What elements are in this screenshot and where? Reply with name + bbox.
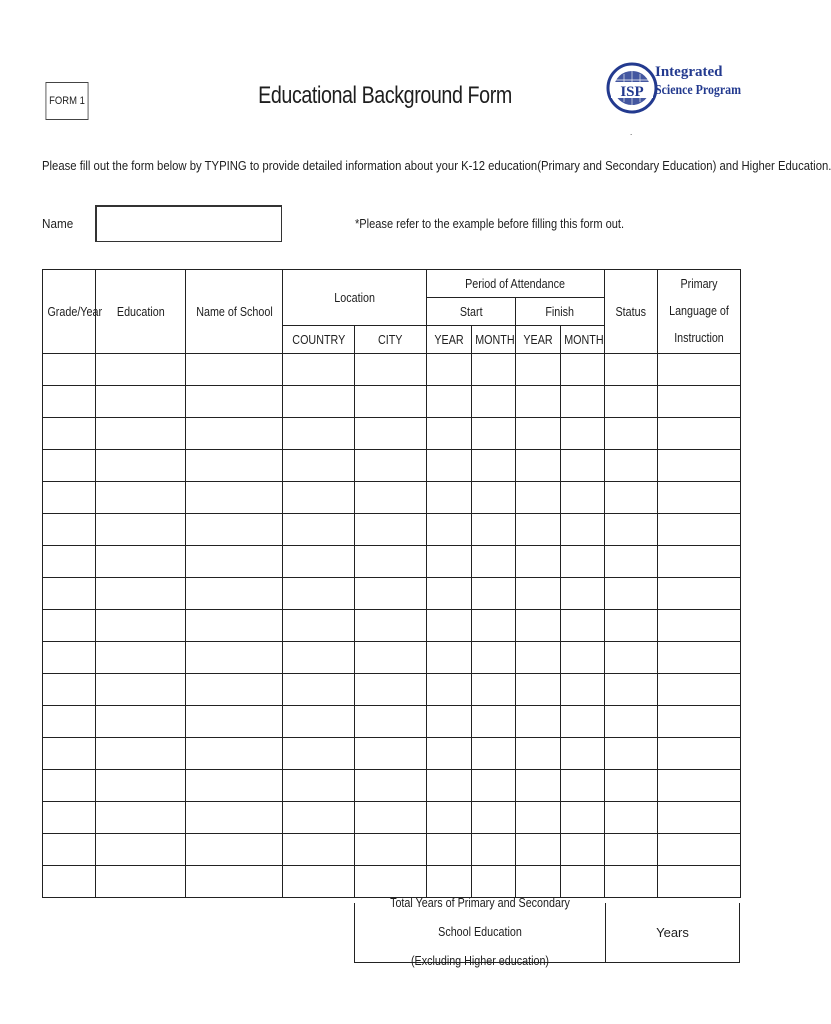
cell-name-of-school[interactable] bbox=[186, 642, 283, 674]
cell-name-of-school[interactable] bbox=[186, 834, 283, 866]
cell-primary-language[interactable] bbox=[658, 386, 741, 418]
cell-start-month[interactable] bbox=[472, 642, 516, 674]
cell-name-of-school[interactable] bbox=[186, 802, 283, 834]
cell-education[interactable] bbox=[96, 386, 186, 418]
cell-start-year[interactable] bbox=[427, 802, 472, 834]
cell-grade-year[interactable] bbox=[43, 610, 96, 642]
total-years-box bbox=[354, 896, 740, 968]
cell-finish-month[interactable] bbox=[561, 706, 605, 738]
cell-finish-year[interactable] bbox=[516, 674, 561, 706]
cell-name-of-school[interactable] bbox=[186, 450, 283, 482]
col-start: Start bbox=[427, 298, 516, 326]
cell-finish-year[interactable] bbox=[516, 738, 561, 770]
cell-primary-language[interactable] bbox=[658, 610, 741, 642]
cell-finish-year[interactable] bbox=[516, 354, 561, 386]
cell-finish-year[interactable] bbox=[516, 546, 561, 578]
cell-finish-year[interactable] bbox=[516, 514, 561, 546]
cell-finish-year[interactable] bbox=[516, 610, 561, 642]
table-row bbox=[43, 674, 741, 706]
cell-grade-year[interactable] bbox=[43, 578, 96, 610]
cell-country[interactable] bbox=[283, 802, 355, 834]
cell-education[interactable] bbox=[96, 770, 186, 802]
cell-status[interactable] bbox=[605, 866, 658, 898]
table-row bbox=[43, 642, 741, 674]
col-city: CITY bbox=[355, 326, 427, 354]
cell-grade-year[interactable] bbox=[43, 514, 96, 546]
cell-grade-year[interactable] bbox=[43, 418, 96, 450]
cell-country[interactable] bbox=[283, 834, 355, 866]
cell-city[interactable] bbox=[355, 578, 427, 610]
cell-primary-language[interactable] bbox=[658, 706, 741, 738]
cell-status[interactable] bbox=[605, 738, 658, 770]
cell-city[interactable] bbox=[355, 738, 427, 770]
cell-grade-year[interactable] bbox=[43, 482, 96, 514]
cell-grade-year[interactable] bbox=[43, 706, 96, 738]
total-years-field[interactable] bbox=[606, 903, 739, 962]
col-finish-month: MONTH bbox=[561, 326, 605, 354]
cell-finish-year[interactable] bbox=[516, 802, 561, 834]
cell-start-year[interactable] bbox=[427, 354, 472, 386]
cell-finish-year[interactable] bbox=[516, 418, 561, 450]
cell-country[interactable] bbox=[283, 738, 355, 770]
cell-start-month[interactable] bbox=[472, 674, 516, 706]
cell-start-year[interactable] bbox=[427, 642, 472, 674]
cell-finish-year[interactable] bbox=[516, 834, 561, 866]
cell-city[interactable] bbox=[355, 802, 427, 834]
cell-start-year[interactable] bbox=[427, 578, 472, 610]
cell-country[interactable] bbox=[283, 674, 355, 706]
cell-primary-language[interactable] bbox=[658, 546, 741, 578]
cell-name-of-school[interactable] bbox=[186, 866, 283, 898]
cell-start-month[interactable] bbox=[472, 834, 516, 866]
cell-primary-language[interactable] bbox=[658, 578, 741, 610]
cell-start-month[interactable] bbox=[472, 706, 516, 738]
table-row bbox=[43, 386, 741, 418]
cell-status[interactable] bbox=[605, 546, 658, 578]
cell-start-month[interactable] bbox=[472, 450, 516, 482]
cell-status[interactable] bbox=[605, 514, 658, 546]
cell-country[interactable] bbox=[283, 418, 355, 450]
cell-city[interactable] bbox=[355, 642, 427, 674]
logo-line1: Integrated bbox=[655, 64, 723, 80]
cell-status[interactable] bbox=[605, 610, 658, 642]
cell-finish-year[interactable] bbox=[516, 386, 561, 418]
cell-finish-month[interactable] bbox=[561, 578, 605, 610]
cell-finish-year[interactable] bbox=[516, 642, 561, 674]
cell-name-of-school[interactable] bbox=[186, 610, 283, 642]
cell-city[interactable] bbox=[355, 546, 427, 578]
cell-primary-language[interactable] bbox=[658, 418, 741, 450]
col-start-year: YEAR bbox=[427, 326, 472, 354]
total-line-1: Total Years of Primary and Secondary School Education bbox=[390, 896, 570, 939]
col-country: COUNTRY bbox=[283, 326, 355, 354]
cell-finish-year[interactable] bbox=[516, 770, 561, 802]
cell-city[interactable] bbox=[355, 770, 427, 802]
cell-start-year[interactable] bbox=[427, 674, 472, 706]
cell-education[interactable] bbox=[96, 674, 186, 706]
cell-name-of-school[interactable] bbox=[186, 738, 283, 770]
table-row bbox=[43, 578, 741, 610]
cell-primary-language[interactable] bbox=[658, 514, 741, 546]
name-label: Name bbox=[42, 216, 74, 231]
cell-start-year[interactable] bbox=[427, 546, 472, 578]
cell-finish-month[interactable] bbox=[561, 546, 605, 578]
cell-city[interactable] bbox=[355, 418, 427, 450]
cell-start-year[interactable] bbox=[427, 834, 472, 866]
cell-education[interactable] bbox=[96, 738, 186, 770]
cell-country[interactable] bbox=[283, 610, 355, 642]
cell-start-month[interactable] bbox=[472, 386, 516, 418]
cell-name-of-school[interactable] bbox=[186, 706, 283, 738]
col-grade-year: Grade/Year bbox=[43, 270, 96, 354]
cell-primary-language[interactable] bbox=[658, 450, 741, 482]
cell-grade-year[interactable] bbox=[43, 834, 96, 866]
col-status: Status bbox=[605, 270, 658, 354]
cell-finish-month[interactable] bbox=[561, 738, 605, 770]
cell-start-month[interactable] bbox=[472, 418, 516, 450]
years-unit-label: Years bbox=[656, 925, 689, 940]
cell-status[interactable] bbox=[605, 482, 658, 514]
cell-country[interactable] bbox=[283, 514, 355, 546]
cell-finish-month[interactable] bbox=[561, 802, 605, 834]
cell-primary-language[interactable] bbox=[658, 834, 741, 866]
cell-city[interactable] bbox=[355, 514, 427, 546]
cell-finish-year[interactable] bbox=[516, 578, 561, 610]
cell-city[interactable] bbox=[355, 706, 427, 738]
col-location: Location bbox=[283, 270, 427, 326]
cell-start-month[interactable] bbox=[472, 354, 516, 386]
cell-finish-month[interactable] bbox=[561, 770, 605, 802]
table-body bbox=[43, 354, 741, 898]
cell-city[interactable] bbox=[355, 610, 427, 642]
isp-logo bbox=[606, 46, 746, 136]
cell-primary-language[interactable] bbox=[658, 802, 741, 834]
cell-status[interactable] bbox=[605, 578, 658, 610]
cell-start-month[interactable] bbox=[472, 482, 516, 514]
cell-primary-language[interactable] bbox=[658, 738, 741, 770]
cell-status[interactable] bbox=[605, 418, 658, 450]
cell-finish-month[interactable] bbox=[561, 610, 605, 642]
example-note: *Please refer to the example before filling this form out. bbox=[355, 216, 625, 231]
cell-country[interactable] bbox=[283, 354, 355, 386]
cell-grade-year[interactable] bbox=[43, 770, 96, 802]
cell-start-year[interactable] bbox=[427, 738, 472, 770]
table-row bbox=[43, 834, 741, 866]
cell-status[interactable] bbox=[605, 642, 658, 674]
cell-grade-year[interactable] bbox=[43, 674, 96, 706]
cell-status[interactable] bbox=[605, 450, 658, 482]
cell-education[interactable] bbox=[96, 706, 186, 738]
cell-finish-month[interactable] bbox=[561, 418, 605, 450]
cell-name-of-school[interactable] bbox=[186, 354, 283, 386]
cell-country[interactable] bbox=[283, 482, 355, 514]
cell-start-year[interactable] bbox=[427, 450, 472, 482]
col-name-of-school: Name of School bbox=[186, 270, 283, 354]
cell-finish-year[interactable] bbox=[516, 482, 561, 514]
cell-primary-language[interactable] bbox=[658, 642, 741, 674]
cell-start-month[interactable] bbox=[472, 546, 516, 578]
logo-initials: ISP bbox=[620, 84, 644, 100]
education-table bbox=[42, 269, 741, 898]
cell-grade-year[interactable] bbox=[43, 642, 96, 674]
cell-status[interactable] bbox=[605, 834, 658, 866]
cell-city[interactable] bbox=[355, 450, 427, 482]
globe-emblem-icon bbox=[606, 46, 746, 136]
cell-name-of-school[interactable] bbox=[186, 418, 283, 450]
cell-education[interactable] bbox=[96, 834, 186, 866]
cell-grade-year[interactable] bbox=[43, 866, 96, 898]
cell-country[interactable] bbox=[283, 706, 355, 738]
cell-finish-month[interactable] bbox=[561, 674, 605, 706]
page-title: Educational Background Form bbox=[258, 82, 512, 109]
cell-status[interactable] bbox=[605, 354, 658, 386]
cell-education[interactable] bbox=[96, 514, 186, 546]
cell-name-of-school[interactable] bbox=[186, 578, 283, 610]
col-finish: Finish bbox=[516, 298, 605, 326]
cell-status[interactable] bbox=[605, 674, 658, 706]
cell-country[interactable] bbox=[283, 450, 355, 482]
cell-finish-month[interactable] bbox=[561, 642, 605, 674]
cell-name-of-school[interactable] bbox=[186, 482, 283, 514]
cell-name-of-school[interactable] bbox=[186, 674, 283, 706]
total-years-label bbox=[355, 896, 606, 968]
cell-primary-language[interactable] bbox=[658, 674, 741, 706]
table-row bbox=[43, 450, 741, 482]
cell-start-year[interactable] bbox=[427, 482, 472, 514]
cell-grade-year[interactable] bbox=[43, 802, 96, 834]
table-row bbox=[43, 610, 741, 642]
cell-finish-month[interactable] bbox=[561, 482, 605, 514]
cell-start-year[interactable] bbox=[427, 706, 472, 738]
col-education: Education bbox=[96, 270, 186, 354]
table-row bbox=[43, 802, 741, 834]
cell-education[interactable] bbox=[96, 610, 186, 642]
cell-start-month[interactable] bbox=[472, 578, 516, 610]
table-row bbox=[43, 738, 741, 770]
table-row bbox=[43, 514, 741, 546]
cell-country[interactable] bbox=[283, 642, 355, 674]
cell-start-month[interactable] bbox=[472, 770, 516, 802]
cell-start-year[interactable] bbox=[427, 418, 472, 450]
cell-education[interactable] bbox=[96, 642, 186, 674]
cell-finish-month[interactable] bbox=[561, 834, 605, 866]
cell-city[interactable] bbox=[355, 674, 427, 706]
decorative-dot: . bbox=[630, 128, 633, 137]
cell-primary-language[interactable] bbox=[658, 482, 741, 514]
form-number-badge: FORM 1 bbox=[46, 82, 89, 120]
table-row bbox=[43, 482, 741, 514]
cell-status[interactable] bbox=[605, 770, 658, 802]
cell-grade-year[interactable] bbox=[43, 738, 96, 770]
cell-grade-year[interactable] bbox=[43, 354, 96, 386]
cell-finish-month[interactable] bbox=[561, 354, 605, 386]
cell-name-of-school[interactable] bbox=[186, 386, 283, 418]
cell-education[interactable] bbox=[96, 866, 186, 898]
total-line-2: (Excluding Higher education) bbox=[410, 954, 550, 968]
cell-finish-month[interactable] bbox=[561, 386, 605, 418]
cell-name-of-school[interactable] bbox=[186, 514, 283, 546]
col-primary-language: Primary Language of Instruction bbox=[658, 270, 741, 354]
cell-city[interactable] bbox=[355, 386, 427, 418]
cell-country[interactable] bbox=[283, 770, 355, 802]
cell-start-month[interactable] bbox=[472, 514, 516, 546]
cell-education[interactable] bbox=[96, 482, 186, 514]
cell-primary-language[interactable] bbox=[658, 770, 741, 802]
cell-primary-language[interactable] bbox=[658, 866, 741, 898]
cell-grade-year[interactable] bbox=[43, 546, 96, 578]
cell-education[interactable] bbox=[96, 578, 186, 610]
cell-country[interactable] bbox=[283, 578, 355, 610]
col-finish-year: YEAR bbox=[516, 326, 561, 354]
cell-start-year[interactable] bbox=[427, 770, 472, 802]
cell-name-of-school[interactable] bbox=[186, 770, 283, 802]
table-row bbox=[43, 418, 741, 450]
cell-country[interactable] bbox=[283, 386, 355, 418]
cell-grade-year[interactable] bbox=[43, 450, 96, 482]
cell-start-year[interactable] bbox=[427, 514, 472, 546]
table-row bbox=[43, 770, 741, 802]
table-row bbox=[43, 354, 741, 386]
col-period-of-attendance: Period of Attendance bbox=[427, 270, 605, 298]
cell-status[interactable] bbox=[605, 386, 658, 418]
logo-line2: Science Program bbox=[655, 83, 742, 98]
col-start-month: MONTH bbox=[472, 326, 516, 354]
cell-grade-year[interactable] bbox=[43, 386, 96, 418]
table-row bbox=[43, 546, 741, 578]
table-row bbox=[43, 706, 741, 738]
cell-education[interactable] bbox=[96, 354, 186, 386]
cell-start-month[interactable] bbox=[472, 802, 516, 834]
cell-finish-month[interactable] bbox=[561, 514, 605, 546]
cell-finish-year[interactable] bbox=[516, 450, 561, 482]
cell-city[interactable] bbox=[355, 482, 427, 514]
cell-education[interactable] bbox=[96, 450, 186, 482]
cell-finish-year[interactable] bbox=[516, 706, 561, 738]
cell-city[interactable] bbox=[355, 834, 427, 866]
cell-finish-month[interactable] bbox=[561, 450, 605, 482]
cell-primary-language[interactable] bbox=[658, 354, 741, 386]
cell-start-month[interactable] bbox=[472, 610, 516, 642]
cell-country[interactable] bbox=[283, 546, 355, 578]
cell-education[interactable] bbox=[96, 546, 186, 578]
cell-start-year[interactable] bbox=[427, 610, 472, 642]
cell-start-year[interactable] bbox=[427, 386, 472, 418]
name-input[interactable] bbox=[95, 205, 282, 242]
cell-start-month[interactable] bbox=[472, 738, 516, 770]
cell-education[interactable] bbox=[96, 418, 186, 450]
cell-city[interactable] bbox=[355, 354, 427, 386]
instructions-text: Please fill out the form below by TYPING to provide detailed information about your K-12 education(Primary and Secondary Education) and Higher Education. bbox=[42, 158, 831, 173]
cell-country[interactable] bbox=[283, 866, 355, 898]
cell-education[interactable] bbox=[96, 802, 186, 834]
cell-status[interactable] bbox=[605, 802, 658, 834]
cell-name-of-school[interactable] bbox=[186, 546, 283, 578]
cell-status[interactable] bbox=[605, 706, 658, 738]
